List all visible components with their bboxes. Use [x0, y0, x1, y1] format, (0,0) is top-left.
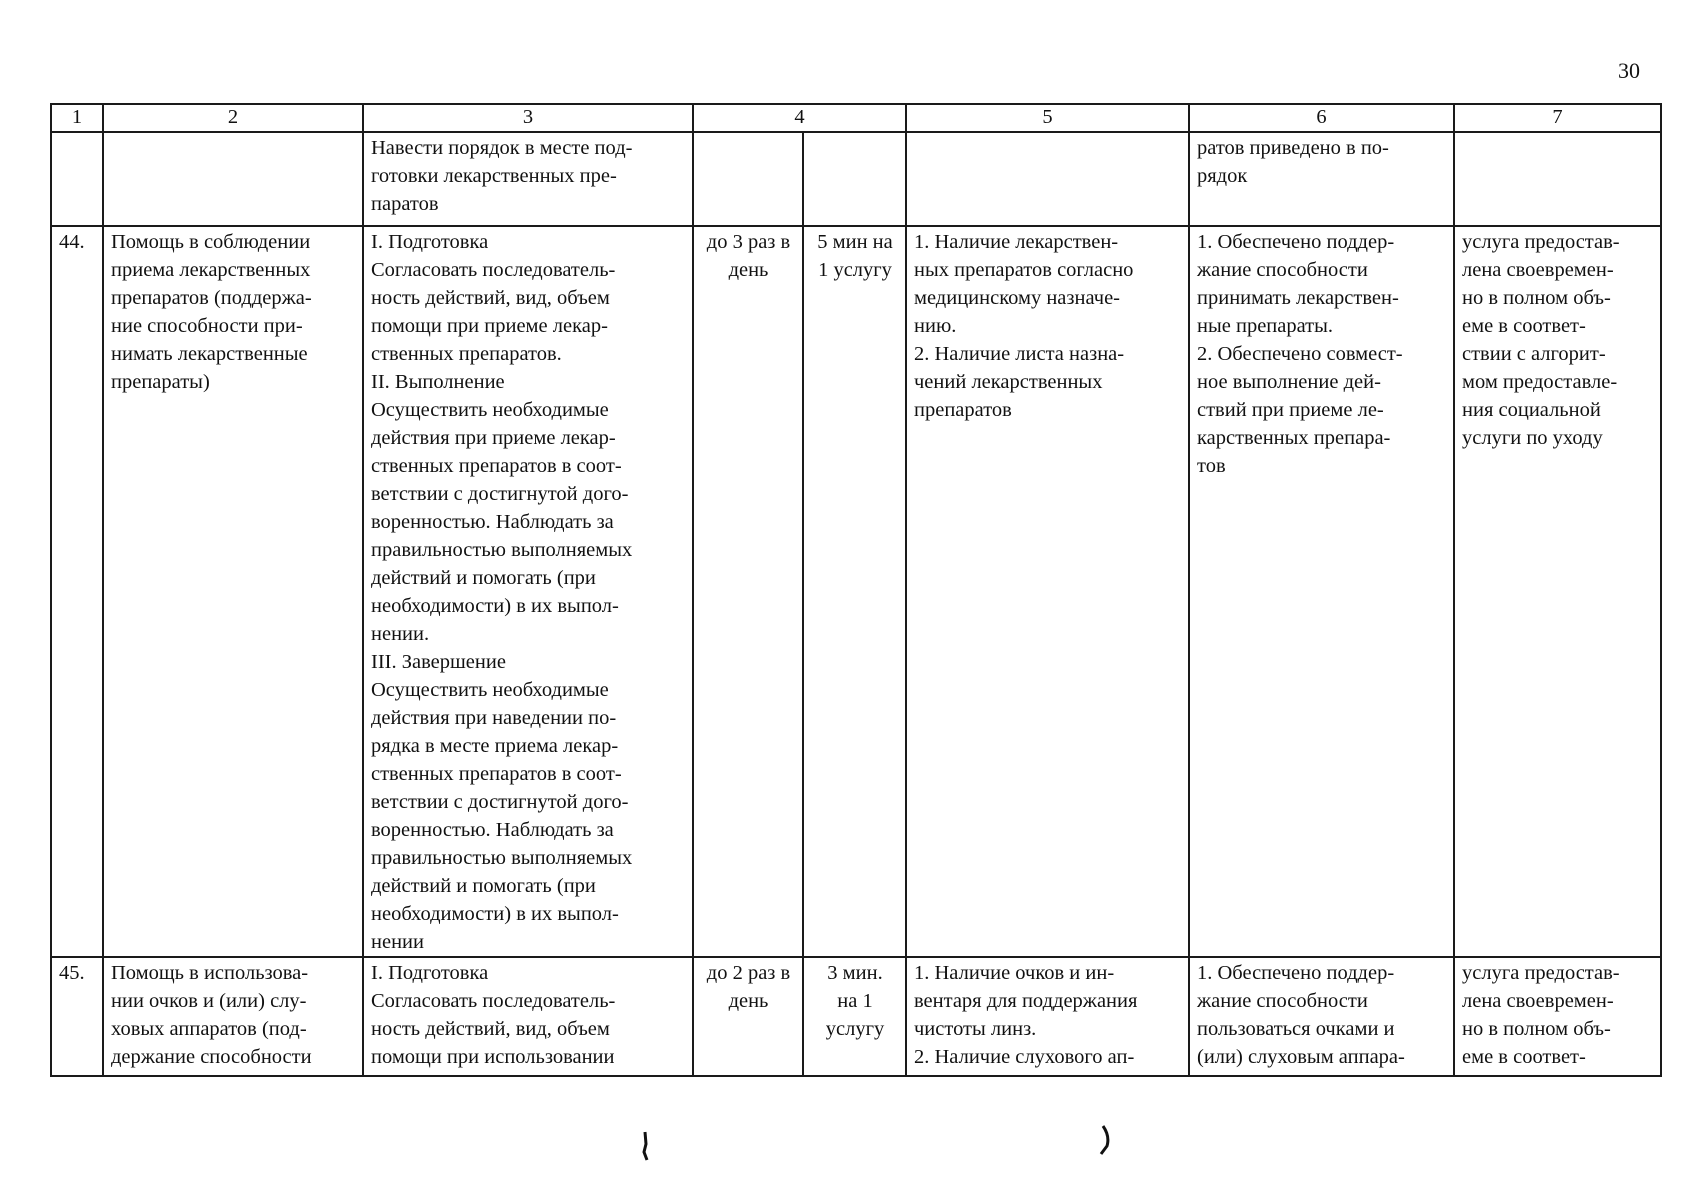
service-name-cell: [103, 132, 363, 226]
duration-cell: 3 мин. на 1 услугу: [803, 957, 906, 1076]
actions-cell: Навести порядок в месте под- готовки лекарственных пре- паратов: [363, 132, 693, 226]
header-cell: 2: [103, 104, 363, 132]
result-cell: ратов приведено в по- рядок: [1189, 132, 1454, 226]
conditions-cell: [906, 132, 1189, 226]
frequency-cell: до 2 раз в день: [693, 957, 803, 1076]
scan-mark: [640, 1130, 652, 1162]
frequency-cell: до 3 раз в день: [693, 226, 803, 957]
frequency-cell: [693, 132, 803, 226]
duration-cell: 5 мин на 1 услугу: [803, 226, 906, 957]
header-cell: 3: [363, 104, 693, 132]
actions-cell: I. Подготовка Согласовать последователь- ность действий, вид, объем помощи при приеме лекар- ственных препаратов. II. Выполнение Осуществить необходимые действия при приеме лекар- ственных препаратов в соот- ветствии с достигнутой дого- воренностью. Наблюдать за правильностью выполняемых действий и помогать (при необходимости) в их выпол- нении. III. Завершение Осуществить необходимые действия при наведении по- рядка в месте приема лекар- ственных препаратов в соот- ветствии с достигнутой дого- воренностью. Наблюдать за правильностью выполняемых действий и помогать (при необходимости) в их выпол- нении: [363, 226, 693, 957]
conditions-cell: 1. Наличие очков и ин- вентаря для поддержания чистоты линз. 2. Наличие слухового ап-: [906, 957, 1189, 1076]
service-name-cell: Помощь в использова- нии очков и (или) слу- ховых аппаратов (под- держание способности: [103, 957, 363, 1076]
result-cell: 1. Обеспечено поддер- жание способности пользоваться очками и (или) слуховым аппара-: [1189, 957, 1454, 1076]
table-row: [51, 957, 1661, 1076]
table-row: [51, 132, 1661, 226]
header-cell: 4: [693, 104, 906, 132]
row-number-cell: 45.: [51, 957, 103, 1076]
row-number-cell: 44.: [51, 226, 103, 957]
duration-cell: [803, 132, 906, 226]
header-cell: 6: [1189, 104, 1454, 132]
header-cell: 7: [1454, 104, 1661, 132]
conditions-cell: 1. Наличие лекарствен- ных препаратов согласно медицинскому назначе- нию. 2. Наличие листа назна- чений лекарственных препаратов: [906, 226, 1189, 957]
assessment-cell: услуга предостав- лена своевремен- но в полном объ- еме в соответ-: [1454, 957, 1661, 1076]
row-number-cell: [51, 132, 103, 226]
actions-cell: I. Подготовка Согласовать последователь- ность действий, вид, объем помощи при использовании: [363, 957, 693, 1076]
header-cell: 1: [51, 104, 103, 132]
table-header-row: [51, 104, 1661, 132]
service-name-cell: Помощь в соблюдении приема лекарственных препаратов (поддержа- ние способности при- нимать лекарственные препараты): [103, 226, 363, 957]
scan-mark: [1098, 1124, 1114, 1158]
assessment-cell: услуга предостав- лена своевремен- но в полном объ- еме в соответ- ствии с алгорит- мом предоставле- ния социальной услуги по уходу: [1454, 226, 1661, 957]
page-number: 30: [1618, 58, 1640, 83]
assessment-cell: [1454, 132, 1661, 226]
services-table: [50, 103, 1662, 1077]
table-row: [51, 226, 1661, 957]
header-cell: 5: [906, 104, 1189, 132]
result-cell: 1. Обеспечено поддер- жание способности принимать лекарствен- ные препараты. 2. Обеспечено совмест- ное выполнение дей- ствий при приеме ле- карственных препара- тов: [1189, 226, 1454, 957]
